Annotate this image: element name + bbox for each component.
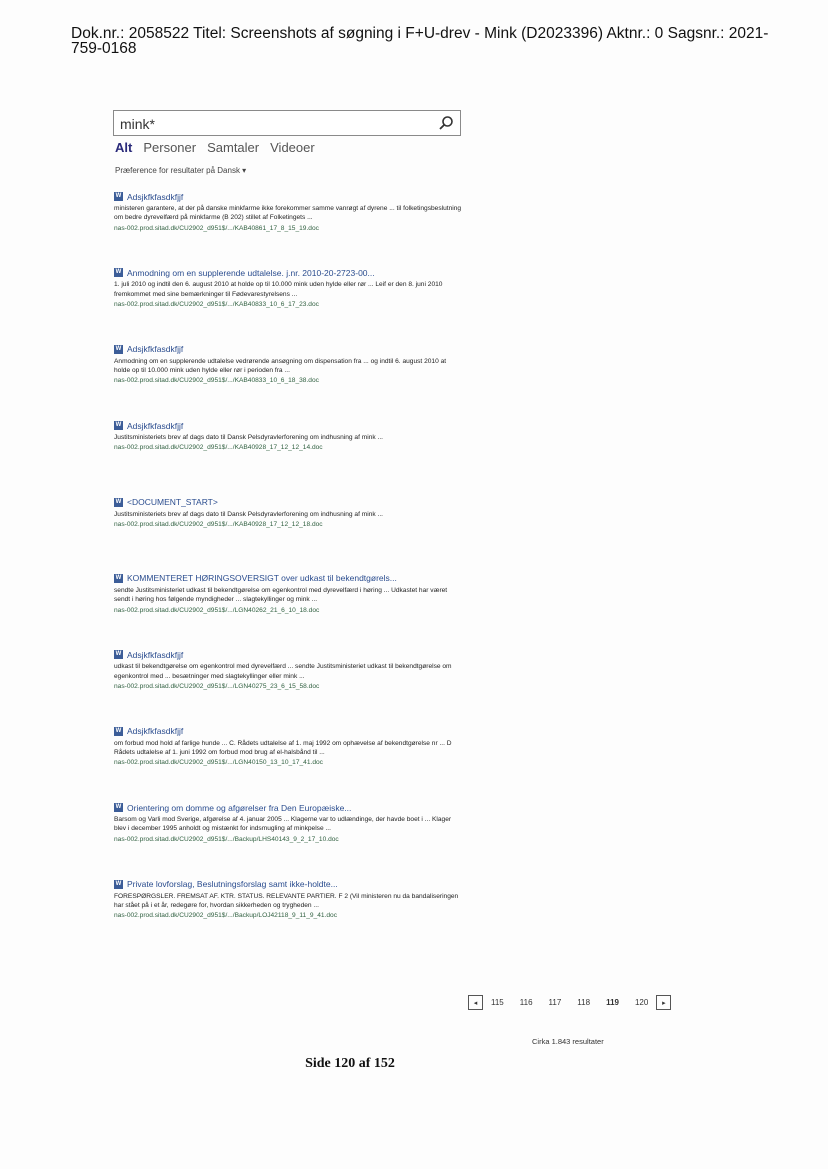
result-title: Adsjkfkfasdkfjjf [127,649,184,660]
page-link[interactable]: 118 [577,998,591,1007]
result-snippet: Justitsministeriets brev af dags dato til Dansk Pelsdyravlerforening om indhusning af mink ... [114,510,384,518]
chevron-right-icon: ▸ [662,999,666,1007]
result-snippet: FORESPØRGSLER. FREMSAT AF. KTR. STATUS. RELEVANTE PARTIER. F 2 (Vil ministeren nu da bandaliseringen har stået på i et år, redegøre for, hvordan sikkerheden og trygheden ... [114,892,459,909]
language-preference-dropdown[interactable]: Præference for resultater på Dansk ▾ [115,166,247,175]
current-page: 119 [606,998,619,1007]
page-link[interactable]: 117 [548,998,562,1007]
result-title: Private lovforslag, Beslutningsforslag samt ikke-holdte... [127,879,338,890]
result-item [114,496,464,572]
result-item [114,419,464,495]
result-title-link[interactable] [114,572,464,585]
result-title-link[interactable] [114,343,464,356]
result-url[interactable]: nas-002.prod.sitad.dk/CU2902_d951$/.../KAB40833_10_6_17_23.doc [114,300,319,308]
result-snippet: udkast til bekendtgørelse om egenkontrol med dyrevelfærd ... sendte Justitsministeriet udkast til bekendtgørelse om egenkontrol med ... besætninger med slagtekyllinger eller mink ... [114,663,452,680]
word-document-icon: W [115,498,122,505]
result-title-link[interactable] [114,878,464,891]
word-document-icon: W [115,345,122,352]
page-link[interactable]: 116 [519,998,533,1007]
result-item [114,878,464,954]
word-document-icon: W [115,422,122,429]
result-item [114,343,464,419]
result-snippet: Justitsministeriets brev af dags dato til Dansk Pelsdyravlerforening om indhusning af mink ... [114,434,384,442]
search-results [114,190,464,954]
result-title: Adsjkfkfasdkfjjf [127,344,184,355]
result-snippet: ministeren garantere, at der på danske minkfarme ikke forekommer samme vanrøgt af dyrene ... til folketingsbeslutning om bedre dyrevelfærd på minkfarme (B 202) stillet af Folketingets ... [114,205,462,222]
word-document-icon: W [115,193,122,199]
result-title-link[interactable] [114,648,464,661]
result-snippet: om forbud mod hold af farlige hunde ... C. Rådets udtalelse af 1. maj 1992 om ophævelse af bekendtgørelse nr ... D Rådets udtalelse af 1. juni 1992 om forbud mod brug af el-halsbånd til ... [114,739,452,757]
result-url[interactable]: nas-002.prod.sitad.dk/CU2902_d951$/.../KAB40833_10_6_18_38.doc [114,377,319,385]
page-number: Side 120 af 152 [305,1056,395,1071]
result-title: Adsjkfkfasdkfjjf [127,726,184,737]
result-snippet: Anmodning om en supplerende udtalelse vedrørende ansøgning om dispensation fra ... og indtil 6. august 2010 at holde op til 10.000 mink uden hylde eller rør i perioden fra ... [114,357,447,375]
chevron-left-icon: ◂ [473,999,478,1007]
result-snippet: Barsom og Varli mod Sverige, afgørelse af 4. januar 2005 ... Klagerne var to udlændinge, der havde boet i ... Klager blev i december 1995 anholdt og mistænkt for indsmugling af minkpelse ... [114,816,452,833]
result-title: Adsjkfkfasdkfjjf [127,420,184,431]
result-title-link[interactable] [114,190,464,203]
search-input[interactable] [118,113,432,135]
document-header: Dok.nr.: 2058522 Titel: Screenshots af søgning i F+U-drev - Mink (D2023396) Aktnr.: 0 Sagsnr.: 2021-759-0168 [71,25,769,57]
result-item [114,190,464,266]
search-box [113,110,461,136]
result-title-link[interactable] [114,801,464,814]
result-item [114,266,464,342]
search-tabs [115,140,315,155]
result-url[interactable]: nas-002.prod.sitad.dk/CU2902_d951$/.../KAB40928_17_12_12_14.doc [114,444,323,452]
next-page-button[interactable] [656,995,671,1010]
result-title: Anmodning om en supplerende udtalelse. j.nr. 2010-20-2723-00... [127,267,375,278]
word-document-icon: W [115,804,122,811]
result-count: Cirka 1.843 resultater [532,1037,604,1046]
result-title: Orientering om domme og afgørelser fra Den Europæiske... [127,802,352,813]
tab-videos[interactable]: Videoer [270,140,315,155]
page-link[interactable]: 115 [491,998,504,1007]
tab-people[interactable]: Personer [143,140,197,155]
search-button[interactable] [434,112,458,134]
word-document-icon: W [115,574,122,581]
result-title: <DOCUMENT_START> [127,497,218,508]
result-title-link[interactable] [114,496,464,509]
result-url[interactable]: nas-002.prod.sitad.dk/CU2902_d951$/.../LGN40262_21_6_10_18.doc [114,606,320,614]
word-document-icon: W [115,269,122,276]
pagination [468,995,671,1010]
result-title-link[interactable] [114,266,464,279]
previous-page-button[interactable] [468,995,483,1010]
page-link[interactable]: 120 [634,998,649,1007]
result-item [114,725,464,801]
result-item [114,572,464,648]
result-url[interactable]: nas-002.prod.sitad.dk/CU2902_d951$/.../Backup/LOJ42118_9_11_9_41.doc [114,912,338,920]
search-icon [438,115,454,131]
result-item [114,648,464,724]
word-document-icon: W [115,727,122,734]
result-url[interactable]: nas-002.prod.sitad.dk/CU2902_d951$/.../KAB40928_17_12_12_18.doc [114,520,323,528]
result-snippet: sendte Justitsministeriet udkast til bekendtgørelse om egenkontrol med dyrevelfærd i høring ... Udkastet har været sendt i høring hos følgende myndigheder ... slagtekyllinger og mink ... [114,586,448,604]
result-url[interactable]: nas-002.prod.sitad.dk/CU2902_d951$/.../KAB40861_17_8_15_19.doc [114,224,319,232]
word-document-icon: W [115,651,122,658]
result-snippet: 1. juli 2010 og indtil den 6. august 2010 at holde op til 10.000 mink uden hylde eller rør ... Leif er den 8. juni 2010 fremkommet med sine bemærkninger til Fødevarestyrelsens ... [114,281,443,298]
result-title: KOMMENTERET HØRINGSOVERSIGT over udkast til bekendtgørels... [127,573,397,584]
word-document-icon: W [115,880,122,887]
tab-all[interactable]: Alt [115,140,133,155]
result-url[interactable]: nas-002.prod.sitad.dk/CU2902_d951$/.../LGN40150_13_10_17_41.doc [114,759,323,767]
result-url[interactable]: nas-002.prod.sitad.dk/CU2902_d951$/.../Backup/LHS40143_9_2_17_10.doc [114,835,339,843]
result-url[interactable]: nas-002.prod.sitad.dk/CU2902_d951$/.../LGN40275_23_6_15_58.doc [114,682,320,690]
result-title-link[interactable] [114,725,464,738]
result-title-link[interactable] [114,419,464,432]
result-item [114,801,464,877]
result-title: Adsjkfkfasdkfjjf [127,191,184,202]
tab-conversations[interactable]: Samtaler [207,140,260,155]
